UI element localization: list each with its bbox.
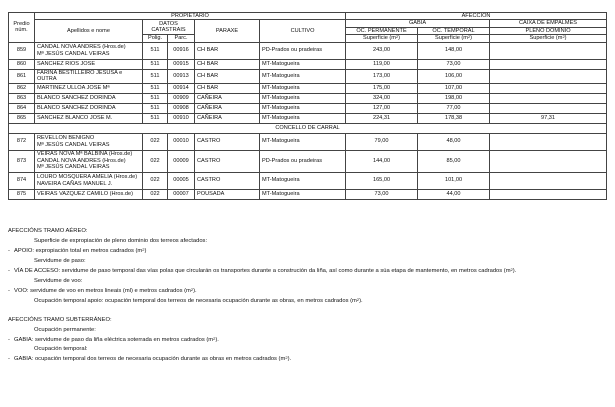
note-ocupacion-apoio: Ocupación temporal apoio: ocupación temporal dos terreos de necesaria ocupación durante as obras, en metros cadrados $(m^2)$.: [34, 296, 363, 304]
cultivo-cell: MT-Matogueira: [260, 93, 346, 103]
oc-permanente-cell: 224,31: [346, 113, 418, 123]
oc-permanente-header: OC. PERMANENTE: [346, 27, 418, 34]
predio-num-cell: 862: [9, 83, 35, 93]
table-row: [9, 133, 607, 150]
datos-catastrais-header: DATOS CATASTRAIS: [143, 20, 195, 35]
oc-permanente-cell: 324,00: [346, 93, 418, 103]
poligono-cell: 511: [143, 93, 168, 103]
oc-temporal-cell: 85,00: [418, 150, 490, 172]
bullet-icon: -: [8, 247, 10, 254]
paraxe-cell: CH BAR: [195, 83, 260, 93]
cultivo-cell: MT-Matogueira: [260, 172, 346, 189]
predio-num-cell: 860: [9, 59, 35, 69]
oc-temporal-cell: 106,00: [418, 69, 490, 83]
oc-temporal-cell: 48,00: [418, 133, 490, 150]
superficie-header: Superficie $(m^2)$: [346, 35, 418, 42]
pleno-dominio-cell: [490, 150, 607, 172]
poligono-cell: 511: [143, 103, 168, 113]
owner-name-line: CANDAL NOVA ANDRES (Hros.de): [37, 157, 126, 164]
cultivo-cell: PD-Prados ou pradeiras: [260, 150, 346, 172]
table-row: [9, 83, 607, 93]
oc-permanente-cell: 144,00: [346, 150, 418, 172]
bullet-icon: -: [8, 287, 10, 294]
apellidos-header: Apellidos e nome: [35, 20, 143, 42]
oc-temporal-header: OC. TEMPORAL: [418, 27, 490, 34]
paraxe-cell: CASTRO: [195, 150, 260, 172]
cultivo-cell: MT-Matogueira: [260, 69, 346, 83]
oc-temporal-cell: 107,00: [418, 83, 490, 93]
poligono-cell: 022: [143, 189, 168, 199]
parcela-cell: 00916: [168, 42, 195, 59]
paraxe-cell: CAÑEIRA: [195, 103, 260, 113]
paraxe-header: PARAXE: [195, 20, 260, 42]
note-gabia-permanente: - GABIA: servidume de paso da liña eléctrica soterrada en metros cadrados $(m^2)$.: [8, 335, 219, 343]
table-row: [9, 150, 607, 172]
predio-num-cell: 872: [9, 133, 35, 150]
owner-name-cell: [35, 189, 143, 199]
parcela-cell: 00910: [168, 113, 195, 123]
poligono-cell: 511: [143, 42, 168, 59]
parcela-cell: 00913: [168, 69, 195, 83]
oc-temporal-cell: 198,00: [418, 93, 490, 103]
parcela-header: Parc.: [168, 35, 195, 42]
cultivo-cell: PD-Prados ou pradeiras: [260, 42, 346, 59]
oc-temporal-cell: 148,00: [418, 42, 490, 59]
aereo-title: AFECCIÓNS TRAMO AÉREO:: [8, 228, 88, 234]
owner-name-cell: [35, 103, 143, 113]
owner-name-line: NAVEIRA CAÑAS MANUEL J.: [37, 180, 113, 187]
note-gabia-temporal: - GABIA: ocupación temporal dos terreos de necesaria ocupación durante as obras en metros cadrados $(m^2)$.: [8, 355, 292, 363]
table-row: [9, 103, 607, 113]
gabia-header: GABIA: [346, 20, 490, 27]
poligono-cell: 511: [143, 83, 168, 93]
predio-num-cell: 859: [9, 42, 35, 59]
owner-name-line: CANDAL NOVA ANDRES (Hros.de): [37, 44, 126, 51]
owner-name-line: SANCHEZ RIOS JOSE: [37, 60, 96, 67]
predio-num-cell: 874: [9, 172, 35, 189]
notes-section: [8, 222, 608, 366]
paraxe-cell: CASTRO: [195, 133, 260, 150]
owner-name-line: SANCHEZ BLANCO JOSE M.: [37, 114, 113, 121]
paraxe-cell: CH BAR: [195, 59, 260, 69]
pleno-dominio-cell: [490, 133, 607, 150]
parcela-cell: 00915: [168, 59, 195, 69]
afeccion-header: AFECCIÓN: [346, 13, 607, 20]
predio-num-cell: 863: [9, 93, 35, 103]
owner-name-cell: [35, 69, 143, 83]
paraxe-cell: CH BAR: [195, 69, 260, 83]
bullet-icon: -: [8, 267, 10, 274]
parcela-cell: 00909: [168, 93, 195, 103]
owner-name-cell: [35, 59, 143, 69]
predio-num-cell: 865: [9, 113, 35, 123]
owner-name-line: BLANCO SANCHEZ DORINDA: [37, 104, 116, 111]
oc-temporal-cell: 101,00: [418, 172, 490, 189]
predio-num-cell: 864: [9, 103, 35, 113]
poligono-cell: 022: [143, 172, 168, 189]
owner-name-line: LOURO MOSQUERA AMELIA (Hros.de): [37, 174, 138, 181]
owner-name-cell: [35, 83, 143, 93]
poligono-cell: 511: [143, 69, 168, 83]
pleno-dominio-cell: [490, 83, 607, 93]
owner-name-line: Mª JESÚS CANDAL VEIRAS: [37, 141, 110, 148]
poligono-cell: 022: [143, 150, 168, 172]
bullet-icon: -: [8, 336, 10, 343]
paraxe-cell: CAÑEIRA: [195, 113, 260, 123]
owner-name-cell: [35, 172, 143, 189]
pleno-dominio-cell: [490, 103, 607, 113]
owner-name-line: VEIRAS NOVA Mª BALBINA (Hros.de): [37, 151, 133, 158]
subterraneo-title: AFECCIÓNS TRAMO SUBTERRÁNEO:: [8, 316, 112, 323]
owner-name-cell: [35, 113, 143, 123]
afeccion-table: [8, 12, 607, 200]
oc-permanente-cell: 173,00: [346, 69, 418, 83]
superficie-header: Superficie $(m^2)$: [490, 35, 607, 42]
poligono-cell: 022: [143, 133, 168, 150]
pleno-dominio-cell: [490, 69, 607, 83]
paraxe-cell: CAÑEIRA: [195, 93, 260, 103]
oc-permanente-cell: 175,00: [346, 83, 418, 93]
pleno-dominio-cell: [490, 93, 607, 103]
note-subheading: Servidume de voo:: [34, 277, 83, 284]
pleno-dominio-cell: 97,31: [490, 113, 607, 123]
oc-temporal-cell: 73,00: [418, 59, 490, 69]
oc-permanente-cell: 165,00: [346, 172, 418, 189]
poligono-header: Polig.: [143, 35, 168, 42]
table-row: [9, 113, 607, 123]
parcela-cell: 00009: [168, 150, 195, 172]
cultivo-header: CULTIVO: [260, 20, 346, 42]
owner-name-cell: [35, 133, 143, 150]
pleno-dominio-cell: [490, 189, 607, 199]
note-subheading: Ocupación temporal:: [34, 346, 88, 353]
bullet-icon: -: [8, 356, 10, 363]
oc-temporal-cell: 178,38: [418, 113, 490, 123]
table-row: [9, 59, 607, 69]
propietario-header: PROPIETARIO: [35, 13, 346, 20]
paraxe-cell: POUSADA: [195, 189, 260, 199]
note-subheading: Superficie de expropiación de pleno dominio dos terreos afectados:: [34, 237, 208, 244]
parcela-cell: 00007: [168, 189, 195, 199]
pleno-dominio-cell: [490, 59, 607, 69]
note-subheading: Servidume de paso:: [34, 257, 86, 264]
owner-name-line: MARTINEZ ULLOA JOSE Mª: [37, 84, 110, 91]
cultivo-cell: MT-Matogueira: [260, 103, 346, 113]
owner-name-line: BLANCO SANCHEZ DORINDA: [37, 94, 116, 101]
owner-name-line: Mª JESÚS CANDAL VEIRAS: [37, 50, 110, 57]
pleno-dominio-header: PLENO DOMINIO: [490, 27, 607, 34]
owner-name-line: FARIÑA BESTILLEIRO JESUSA e OUTRA: [37, 69, 123, 83]
owner-name-cell: [35, 150, 143, 172]
paraxe-cell: CH BAR: [195, 42, 260, 59]
pleno-dominio-cell: [490, 42, 607, 59]
cultivo-cell: MT-Matogueira: [260, 113, 346, 123]
section-header-carral: CONCELLO DE CARRAL: [9, 123, 607, 133]
table-row: [9, 42, 607, 59]
note-voo: - VOO: servidume de voo en metros lineais (ml) e metros cadrados $(m^2)$.: [8, 286, 197, 294]
predio-num-cell: 875: [9, 189, 35, 199]
owner-name-cell: [35, 42, 143, 59]
predio-num-cell: 873: [9, 150, 35, 172]
cultivo-cell: MT-Matogueira: [260, 189, 346, 199]
oc-permanente-cell: 73,00: [346, 189, 418, 199]
oc-permanente-cell: 243,00: [346, 42, 418, 59]
note-via-acceso: - VÍA DE ACCESO: servidume de paso temporal das vías polas que circularán os transportes durante a construción da liña, así como durante a súa etapa de mantemento, en metros cadrados $(m^2)$.: [8, 266, 517, 274]
owner-name-line: VEIRAS VAZQUEZ CAMILO (Hros.de): [37, 190, 133, 197]
poligono-cell: 511: [143, 113, 168, 123]
predio-num-cell: 861: [9, 69, 35, 83]
oc-temporal-cell: 77,00: [418, 103, 490, 113]
owner-name-cell: [35, 93, 143, 103]
table-row: [9, 93, 607, 103]
cultivo-cell: MT-Matogueira: [260, 133, 346, 150]
table-row: [9, 172, 607, 189]
owner-name-line: REVELLON BENIGNO: [37, 135, 95, 142]
cultivo-cell: MT-Matogueira: [260, 59, 346, 69]
paraxe-cell: CASTRO: [195, 172, 260, 189]
note-subheading: Ocupación permanente:: [34, 326, 96, 333]
oc-permanente-cell: 79,00: [346, 133, 418, 150]
parcela-cell: 00914: [168, 83, 195, 93]
table-row: [9, 69, 607, 83]
caixa-header: CAIXA DE EMPALMES: [490, 20, 607, 27]
parcela-cell: 00005: [168, 172, 195, 189]
cultivo-cell: MT-Matogueira: [260, 83, 346, 93]
table-row: [9, 189, 607, 199]
parcela-cell: 00010: [168, 133, 195, 150]
predio-num-header: Predio núm.: [9, 13, 35, 43]
note-apoio: - APOIO: expropiación total en metros cadrados $(m^2)$: [8, 246, 147, 254]
superficie-header: Superficie $(m^2)$: [418, 35, 490, 42]
oc-permanente-cell: 119,00: [346, 59, 418, 69]
pleno-dominio-cell: [490, 172, 607, 189]
oc-permanente-cell: 127,00: [346, 103, 418, 113]
oc-temporal-cell: 44,00: [418, 189, 490, 199]
owner-name-line: Mª JESÚS CANDAL VEIRAS: [37, 164, 110, 171]
poligono-cell: 511: [143, 59, 168, 69]
parcela-cell: 00908: [168, 103, 195, 113]
